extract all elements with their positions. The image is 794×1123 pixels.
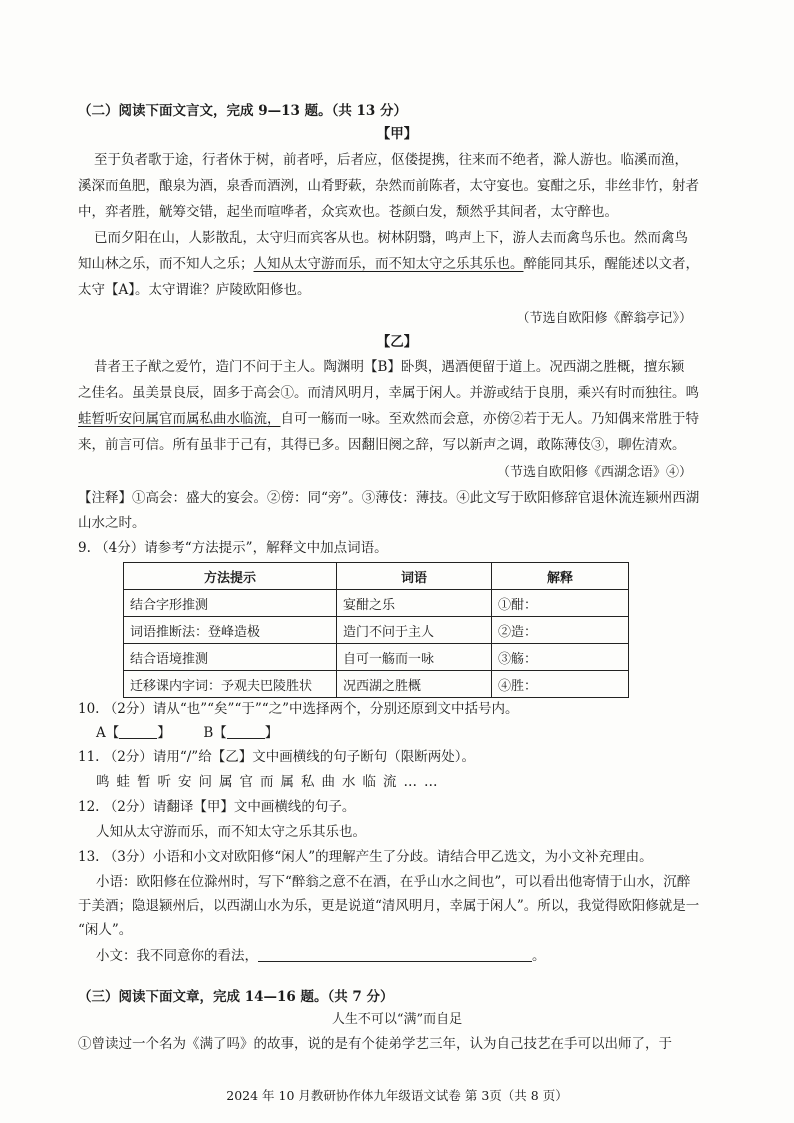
xiaoyu-line-1: 小语：欧阳修在位滁州时，写下“醉翁之意不在酒，在乎山水之间也”，可以看出他寄情于山水，沉醉 [96,874,691,890]
header-word: 词语 [337,563,492,590]
yi-source: （节选自欧阳修《西湖念语》④） [496,465,692,480]
method-cell: 迁移课内字词：予观夫巴陵胜状 [124,671,337,698]
yi-text-line-4: 来，前言可信。所有虽非于己有，其得已多。因翻旧阕之辞，写以新声之调，敢陈薄伎③，聊佐清欢。 [78,437,686,453]
section-2-heading: （二）阅读下面文言文，完成 9—13 题。（共 13 分） [78,103,408,119]
jia-line5-pre: 知山林之乐，而不知人之乐； [78,256,254,272]
yi-text-line-2: 之佳名。虽美景良辰，固多于高会①。而清风明月，幸属于闲人。并游或结于良朋，乘兴有时而独往。鸣 [78,385,699,401]
answer-b-label: B【 [203,725,227,741]
question-11-stem: 11. （2分）请用“/”给【乙】文中画横线的句子断句（限断两处）。 [78,749,475,765]
answer-a-label: A【 [96,725,120,741]
answer-b-blank[interactable] [227,724,265,739]
section-3-heading: （三）阅读下面文章，完成 14—16 题。（共 7 分） [78,989,394,1005]
answer-cell[interactable]: ④胜： [492,671,629,698]
question-11-sentence: 鸣蛙暂听安问属官而属私曲水临流…… [96,774,445,790]
question-12-sentence: 人知从太守游而乐，而不知太守之乐其乐也。 [96,824,366,840]
table-row [124,617,629,644]
method-hint-table [123,562,629,698]
question-9-stem: 9. （4分）请参考“方法提示”，解释文中加点词语。 [78,540,388,556]
answer-b-close: 】 [264,725,279,741]
jia-text-line-3: 中，弈者胜，觥筹交错，起坐而喧哗者，众宾欢也。苍颜白发，颓然乎其间者，太守醉也。 [78,204,618,220]
jia-line5-post: 醉能同其乐，醒能述以文者， [523,256,699,272]
table-header-row [124,563,629,590]
question-10-answers [96,723,278,743]
answer-cell[interactable]: ②造： [492,617,629,644]
answer-a-blank[interactable] [119,724,157,739]
xiaowen-line [96,946,546,966]
table-row [124,671,629,698]
xiaoyu-line-2: 于美酒；隐退颍州后，以西湖山水为乐，更是说道“清风明月，幸属于闲人”。所以，我觉得欧阳修就是一 [78,898,700,914]
jia-title: 【甲】 [376,126,418,142]
notes-line-2: 山水之时。 [78,515,146,531]
word-cell: 造门不问于主人 [337,617,492,644]
method-cell: 结合语境推测 [124,644,337,671]
page-footer: 2024 年 10 月教研协作体九年级语文试卷 第 3页（共 8 页） [226,1088,568,1103]
question-12-stem: 12. （2分）请翻译【甲】文中画横线的句子。 [78,799,356,815]
table-row [124,590,629,617]
jia-text-line-5 [78,254,699,274]
answer-a-close: 】 [157,725,171,741]
word-cell: 自可一觞而一咏 [337,644,492,671]
jia-text-line-2: 溪深而鱼肥，酿泉为酒，泉香而酒洌，山肴野蔌，杂然而前陈者，太守宴也。宴酣之乐，非丝非竹，射者 [78,178,699,194]
jia-underlined-sentence: 人知从太守游而乐，而不知太守之乐其乐也。 [253,256,524,272]
jia-text-line-4: 已而夕阳在山，人影散乱，太守归而宾客从也。树林阴翳，鸣声上下，游人去而禽鸟乐也。然而禽鸟 [94,230,688,246]
jia-text-line-6: 太守【A】。太守谓谁？庐陵欧阳修也。 [78,282,311,298]
xiaoyu-line-3: “闲人”。 [78,922,133,938]
method-cell: 词语推断法：登峰造极 [124,617,337,644]
yi-underlined-sentence: 蛙暂听安问属官而属私曲水临流， [78,411,281,427]
table-row [124,644,629,671]
answer-cell[interactable]: ①酣： [492,590,629,617]
yi-title: 【乙】 [376,334,418,350]
yi-line3-post: 自可一觞而一咏。至欢然而会意，亦傍②若于无人。乃知偶来常胜于特 [280,411,699,427]
jia-text-line-1: 至于负者歌于途，行者休于树，前者呼，后者应，伛偻提携，往来而不绝者，滁人游也。临溪而渔， [94,152,688,168]
article-title: 人生不可以“满”而自足 [331,1012,463,1027]
header-explanation: 解释 [492,563,629,590]
word-cell: 况西湖之胜概 [337,671,492,698]
xiaowen-text: 小文：我不同意你的看法， [96,948,258,964]
answer-cell[interactable]: ③觞： [492,644,629,671]
yi-text-line-1: 昔者王子猷之爱竹，造门不问于主人。陶渊明【B】卧舆，遇酒便留于道上。况西湖之胜概，擅东颍 [94,359,685,375]
notes-line-1: 【注释】①高会：盛大的宴会。②傍：同“旁”。③薄伎：薄技。④此文写于欧阳修辞官退休流连颍州西湖 [78,490,700,506]
xiaowen-answer-blank[interactable] [258,947,532,962]
article-paragraph-1: ①曾读过一个名为《满了吗》的故事，说的是有个徒弟学艺三年，认为自己技艺在手可以出师了，于 [78,1036,672,1052]
word-cell: 宴酣之乐 [337,590,492,617]
yi-text-line-3 [78,409,699,429]
header-method: 方法提示 [124,563,337,590]
jia-source: （节选自欧阳修《醉翁亭记》） [516,311,692,326]
method-cell: 结合字形推测 [124,590,337,617]
question-13-stem: 13. （3分）小语和小文对欧阳修“闲人”的理解产生了分歧。请结合甲乙选文，为小文补充理由。 [78,849,653,865]
question-10-stem: 10. （2分）请从“也”“矣”“于”“之”中选择两个，分别还原到文中括号内。 [78,701,519,717]
xiaowen-end: 。 [532,948,546,964]
